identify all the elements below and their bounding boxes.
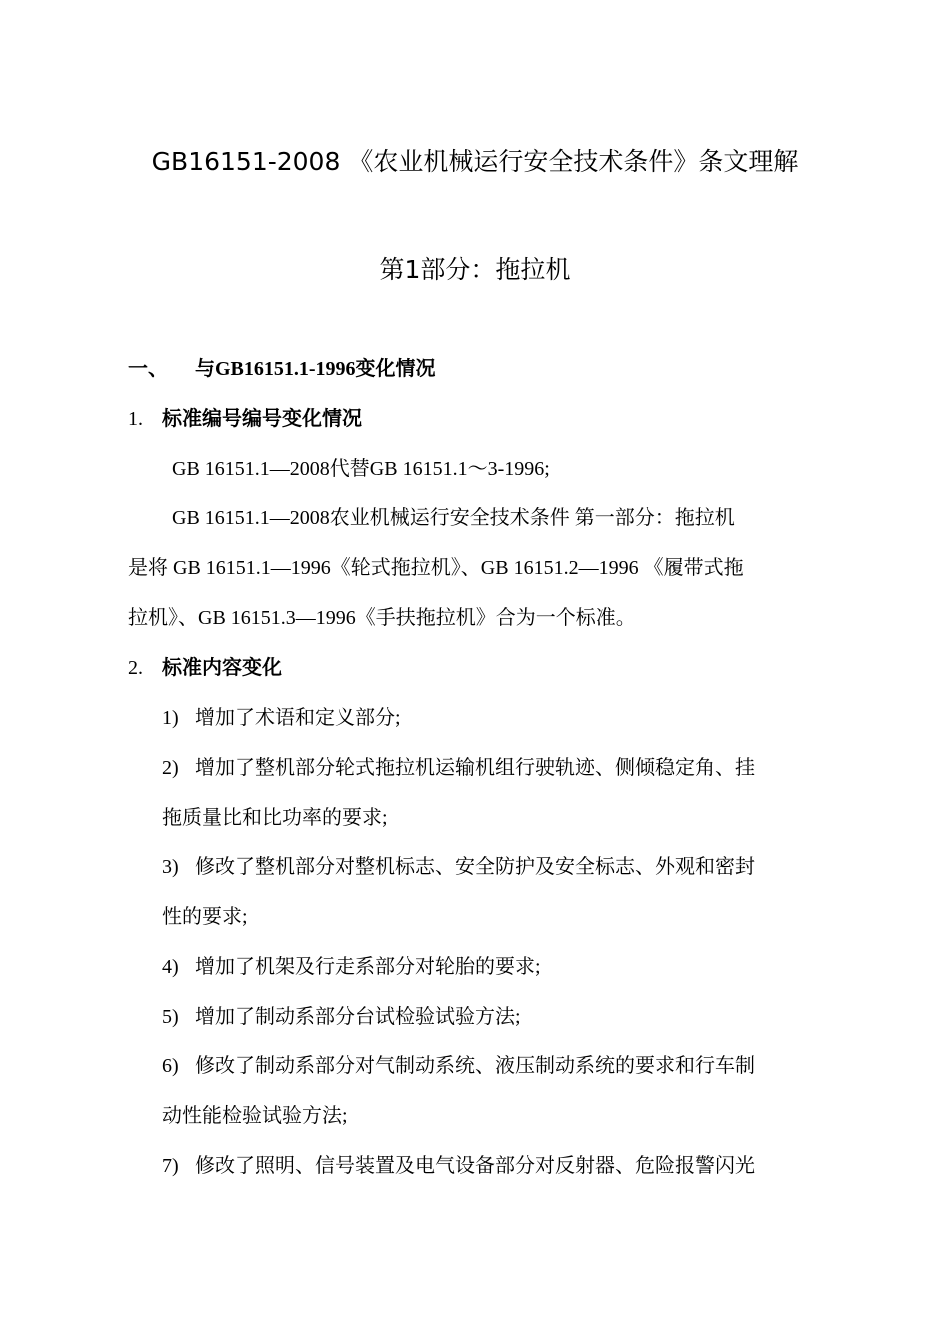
- section-marker: 一、: [128, 358, 168, 380]
- list-item: 增加了整机部分轮式拖拉机运输机组行驶轨迹、侧倾稳定角、挂: [195, 757, 755, 779]
- item-marker: 1.: [128, 408, 143, 430]
- list-item-continuation: 性的要求;: [162, 906, 248, 928]
- document-title: GB16151-2008 《农业机械运行安全技术条件》条文理解: [151, 147, 799, 176]
- paragraph-line: GB 16151.1—2008农业机械运行安全技术条件 第一部分：拖拉机: [172, 507, 735, 529]
- list-item: 修改了整机部分对整机标志、安全防护及安全标志、外观和密封: [195, 856, 755, 878]
- list-number: 7): [162, 1155, 179, 1177]
- list-number: 6): [162, 1055, 179, 1077]
- list-item: 增加了制动系部分台试检验试验方法;: [195, 1006, 521, 1028]
- item-heading: 标准编号编号变化情况: [162, 408, 362, 430]
- list-item: 增加了机架及行走系部分对轮胎的要求;: [195, 956, 541, 978]
- list-number: 5): [162, 1006, 179, 1028]
- list-number: 3): [162, 856, 179, 878]
- list-item-continuation: 动性能检验试验方法;: [162, 1105, 348, 1127]
- item-marker: 2.: [128, 657, 143, 679]
- list-number: 4): [162, 956, 179, 978]
- paragraph-line: 拉机》、GB 16151.3—1996《手扶拖拉机》合为一个标准。: [128, 607, 636, 629]
- list-item: 修改了制动系部分对气制动系统、液压制动系统的要求和行车制: [195, 1055, 755, 1077]
- list-item-continuation: 拖质量比和比功率的要求;: [162, 807, 388, 829]
- document-subtitle: 第1部分：拖拉机: [379, 255, 571, 284]
- item-heading: 标准内容变化: [162, 657, 282, 679]
- section-heading: 与GB16151.1-1996变化情况: [195, 358, 436, 380]
- paragraph-line: 是将 GB 16151.1—1996《轮式拖拉机》、GB 16151.2—1996 《履带式拖: [128, 557, 744, 579]
- paragraph-line: GB 16151.1—2008代替GB 16151.1～3-1996;: [172, 458, 550, 480]
- list-number: 1): [162, 707, 179, 729]
- list-item: 修改了照明、信号装置及电气设备部分对反射器、危险报警闪光: [195, 1155, 755, 1177]
- list-number: 2): [162, 757, 179, 779]
- list-item: 增加了术语和定义部分;: [195, 707, 401, 729]
